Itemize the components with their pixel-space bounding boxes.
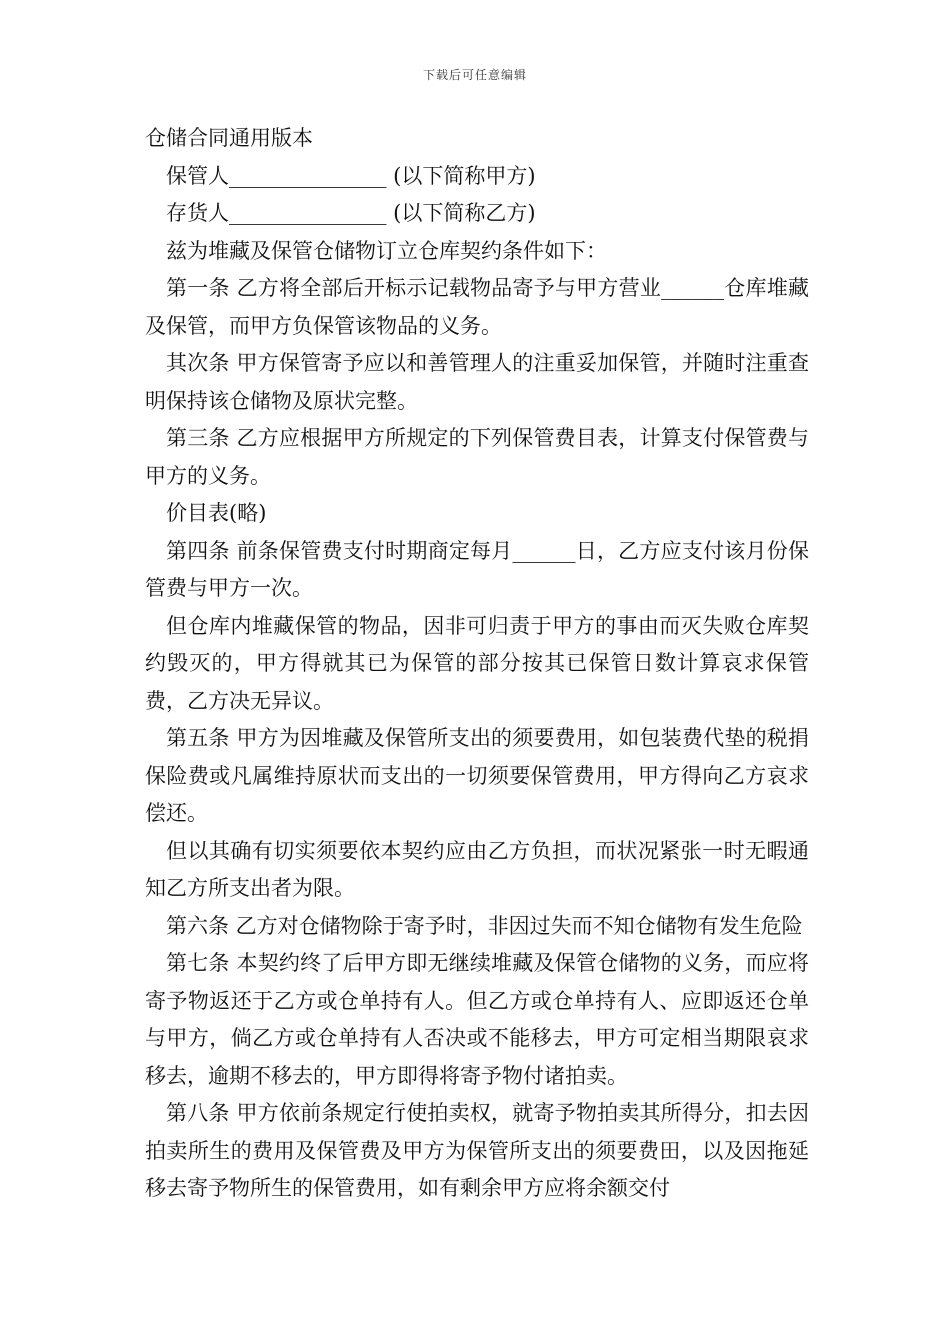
article-4: 第四条 前条保管费支付时期商定每月______日，乙方应支付该月份保管费与甲方一次。 [145, 538, 809, 600]
article-6: 第六条 乙方对仓储物除于寄予时，非因过失而不知仓储物有发生危险 [166, 913, 803, 938]
article-2: 其次条 甲方保管寄予应以和善管理人的注重妥加保管，并随时注重查明保持该仓储物及原状完整。 [145, 351, 809, 413]
article-4-proviso: 但仓库内堆藏保管的物品，因非可归责于甲方的事由而灭失败仓库契约毁灭的，甲方得就其已为保管的部分按其已保管日数计算哀求保管费，乙方决无异议。 [145, 613, 809, 713]
article-3: 第三条 乙方应根据甲方所规定的下列保管费目表，计算支付保管费与甲方的义务。 [145, 426, 809, 488]
depositor-line: 存货人_______________ (以下简称乙方) [166, 201, 536, 225]
page-header: 下载后可任意编辑 [422, 68, 527, 82]
keeper-line: 保管人_______________ (以下简称甲方) [166, 163, 536, 188]
article-5-proviso: 但以其确有切实须要依本契约应由乙方负担，而状况紧张一时无暇通知乙方所支出者为限。 [145, 838, 809, 900]
document-body [145, 120, 809, 1208]
article-1: 第一条 乙方将全部后开标示记载物品寄予与甲方营业______仓库堆藏及保管，而甲方负保管该物品的义务。 [145, 276, 809, 338]
article-5: 第五条 甲方为因堆藏及保管所支出的须要费用，如包装费代垫的税捐保险费或凡属维持原状而支出的一切须要保管费用，甲方得向乙方哀求偿还。 [145, 726, 809, 825]
preamble: 兹为堆藏及保管仓储物订立仓库契约条件如下： [166, 238, 607, 263]
price-list-note: 价目表(略) [166, 501, 267, 525]
article-7: 第七条 本契约终了后甲方即无继续堆藏及保管仓储物的义务，而应将寄予物返还于乙方或仓单持有人。但乙方或仓单持有人、应即返还仓单与甲方，倘乙方或仓单持有人否决或不能移去，甲方可定相当期限哀求移去，逾期不移去的，甲方即得将寄予物付诸拍卖。 [145, 951, 809, 1088]
article-8: 第八条 甲方依前条规定行使拍卖权，就寄予物拍卖其所得分，扣去因拍卖所生的费用及保管费及甲方为保管所支出的须要费田，以及因拖延移去寄予物所生的保管费用，如有剩余甲方应将余额交付 [145, 1101, 809, 1200]
document-title: 仓储合同通用版本 [145, 126, 313, 150]
